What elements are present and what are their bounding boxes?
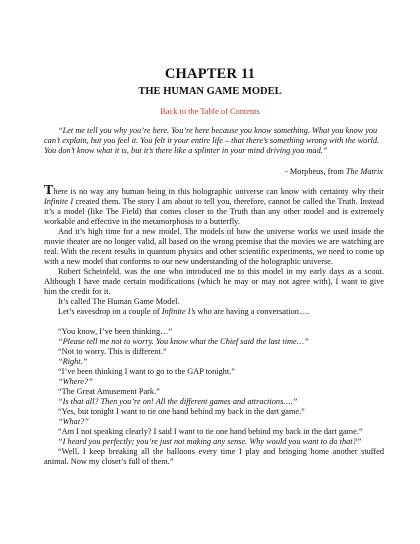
paragraph: Robert Scheinfeld. was the one who introduced me to this model in my early days as a scout. Although I have made certain modifications (which he may or may not agree with), I want to give him the credit for it. <box>44 267 384 296</box>
epigraph-quote: “Let me tell you why you’re here. You’re here because you know something. What you know you can’t explain, but you feel it. You felt it your entire life – that there’s something wrong with the world. You don’t know what it is, but it’s there like a splinter in your mind driving you mad.” <box>44 126 380 155</box>
attribution-work: The Matrix <box>345 167 383 176</box>
paragraph-text: created them. The story I am about to tell you, therefore, cannot be called the Truth. Instead it’s a model (like The Field) that comes closer to the Truth than any other model and is extremely workable and effective in the metamorphosis to a butterfly. <box>44 197 384 226</box>
drop-cap: T <box>44 183 54 198</box>
paragraph-italic: Infinite I’s <box>161 307 196 316</box>
attribution-prefix: - Morpheus, from <box>285 167 346 176</box>
dialogue-line: “Is that all? Then you’re on! All the different games and attractions….” <box>58 397 298 406</box>
dialogue-line: “Where?” <box>58 377 93 386</box>
paragraph <box>44 307 384 317</box>
chapter-number: CHAPTER 11 <box>164 66 256 82</box>
dialogue-line: “I heard you perfectly; you’re just not making any sense. Why would you want to do that?” <box>58 437 362 446</box>
body-text <box>44 183 384 467</box>
paragraph-intro <box>44 183 384 227</box>
dialogue-line: “Yes, but tonight I want to tie one hand behind my back in the dart game.” <box>58 407 305 416</box>
dialogue-line: “Not to worry. This is different.” <box>58 347 167 356</box>
dialogue-line: “Right.” <box>58 357 88 366</box>
dialogue-line: “Please tell me not to worry. You know what the Chief said the last time…” <box>58 337 309 346</box>
spacer <box>44 317 384 327</box>
chapter-title: THE HUMAN GAME MODEL <box>138 86 282 97</box>
paragraph-text: here is no way any human being in this holographic universe can know with certainty why their <box>53 187 384 196</box>
paragraph-text: Let’s eavesdrop on a couple of <box>58 307 162 316</box>
paragraph-text: who are having a conversation…. <box>195 307 310 316</box>
paragraph-italic: Infinite I <box>44 197 74 206</box>
paragraph: And it’s high time for a new model. The models of how the universe works we used inside the movie theater are no longer valid, all based on the wrong premise that the movies we are watching are real. With the recent results in quantum physics and other scientific experiments, we need to come up with a new model that conforms to our new understanding of the holographic universe. <box>44 227 384 266</box>
dialogue-line: “Well, I keep breaking all the balloons every time I play and bringing home another stuffed animal. Now my closet’s full of them.” <box>44 447 384 466</box>
dialogue-line: “What?” <box>58 417 89 426</box>
paragraph: It’s called The Human Game Model. <box>58 297 180 306</box>
dialogue-line: “You know, I’ve been thinking…” <box>58 327 173 336</box>
dialogue-line: “Am I not speaking clearly? I said I want to tie one hand behind my back in the dart game.” <box>58 427 363 436</box>
dialogue-line: “I’ve been thinking I want to go to the GAP tonight.” <box>58 367 235 376</box>
table-of-contents-link[interactable]: Back to the Table of Contents <box>160 107 260 116</box>
dialogue-line: “The Great Amusement Park.” <box>58 387 160 396</box>
epigraph-attribution <box>285 167 383 177</box>
